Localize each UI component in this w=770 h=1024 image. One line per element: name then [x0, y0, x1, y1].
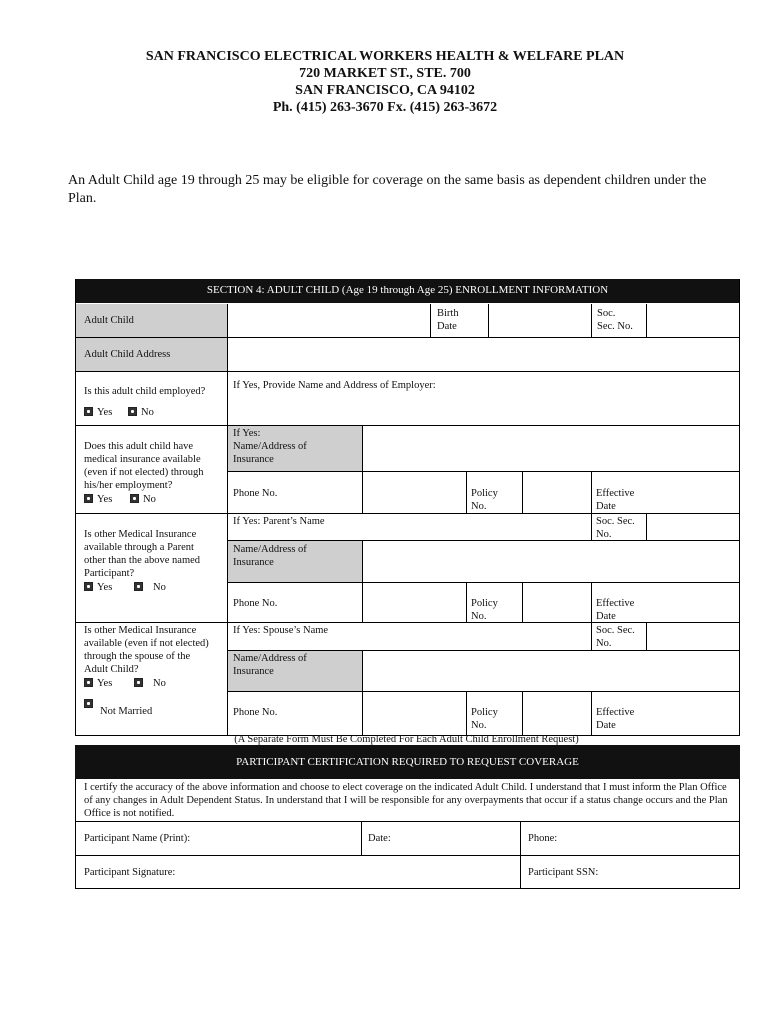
no-label: No [153, 582, 166, 593]
parent-yes-option[interactable] [84, 581, 112, 594]
plan-street: 720 MARKET ST., STE. 700 [299, 66, 471, 81]
border-left [75, 779, 76, 889]
participant-ssn-label: Participant SSN: [528, 867, 599, 878]
col-line [362, 540, 363, 622]
date-field[interactable] [400, 823, 519, 854]
birth-date-field[interactable] [490, 305, 590, 336]
participant-signature-label: Participant Signature: [84, 867, 176, 878]
yes-label: Yes [97, 582, 113, 593]
spouse-name-label: If Yes: Spouse’s Name [233, 625, 329, 636]
checkbox-icon[interactable] [84, 582, 93, 591]
col-line [466, 691, 467, 735]
row-line [75, 371, 740, 372]
plan-city: SAN FRANCISCO, CA 94102 [295, 83, 475, 98]
col-line [522, 471, 523, 513]
col-line [488, 304, 489, 337]
spouse-policy-label: Policy No. [471, 707, 498, 731]
certification-text: I certify the accuracy of the above information and choose to elect coverage on the indicated Adult Child. I understand that I must inform the Plan Office of any changes in Adult Dependent Status. In understand that I will be responsible for any overpayments that occur if a status change occurs and the Plan Office is not notified. [84, 782, 728, 819]
insurance-policy-label: Policy No. [471, 488, 498, 512]
col-line [520, 821, 521, 888]
col-line [646, 513, 647, 540]
parent-name-label: If Yes: Parent’s Name [233, 516, 325, 527]
participant-ssn-field[interactable] [610, 857, 738, 887]
no-label: No [153, 678, 166, 689]
border-right [739, 279, 740, 736]
checkbox-icon[interactable] [134, 678, 143, 687]
row-line [228, 471, 740, 472]
spouse-yes-option[interactable] [84, 677, 112, 690]
spouse-name-address-label: Name/Address of Insurance [233, 653, 307, 677]
parent-phone-label: Phone No. [233, 598, 278, 609]
row-line [75, 425, 740, 426]
parent-insurance-question: Is other Medical Insurance available through a Parent other than the above named Participant? [84, 529, 201, 579]
insurance-phone-field[interactable] [364, 473, 465, 512]
not-married-option[interactable] [84, 698, 97, 711]
employer-field[interactable] [229, 395, 738, 424]
participant-name-field[interactable] [200, 823, 360, 854]
date-label: Date: [368, 833, 391, 844]
col-line [591, 691, 592, 735]
intro-text: An Adult Child age 19 through 25 may be eligible for coverage on the same basis as dependent children under the Plan. [68, 173, 707, 206]
phone-field[interactable] [565, 823, 738, 854]
participant-signature-field[interactable] [185, 857, 519, 887]
col-line [466, 582, 467, 622]
separate-form-note: (A Separate Form Must Be Completed For Each Adult Child Enrollment Request) [234, 734, 579, 745]
soc-sec-label: Soc. Sec. No. [597, 308, 633, 332]
insurance-name-address-label: If Yes: Name/Address of Insurance [233, 428, 307, 465]
row-line [75, 622, 740, 623]
border-bottom [75, 888, 740, 889]
insurance-effective-date-label: Effective Date [596, 488, 635, 512]
no-label: No [141, 407, 154, 418]
col-line [227, 304, 228, 736]
section4-title: SECTION 4: ADULT CHILD (Age 19 through Age 25) ENROLLMENT INFORMATION [206, 284, 609, 296]
insurance-no-option[interactable] [130, 493, 156, 506]
spouse-no-option[interactable] [134, 677, 166, 690]
adult-child-name-field[interactable] [229, 305, 429, 336]
spouse-phone-label: Phone No. [233, 707, 278, 718]
spouse-soc-sec-label: Soc. Sec. No. [596, 625, 635, 649]
plan-name: SAN FRANCISCO ELECTRICAL WORKERS HEALTH & WELFARE PLAN [145, 49, 625, 64]
col-line [362, 650, 363, 735]
employed-no-option[interactable] [128, 406, 154, 419]
col-line [646, 622, 647, 650]
border-left [75, 279, 76, 736]
yes-label: Yes [97, 678, 113, 689]
parent-policy-label: Policy No. [471, 598, 498, 622]
col-line [361, 821, 362, 855]
certification-title: PARTICIPANT CERTIFICATION REQUIRED TO REQUEST COVERAGE [236, 756, 579, 768]
row-line [228, 650, 740, 651]
checkbox-icon[interactable] [130, 494, 139, 503]
insurance-question: Does this adult child have medical insurance available (even if not elected) through his/her employment? [84, 441, 204, 491]
yes-label: Yes [97, 407, 113, 418]
row-line [228, 691, 740, 692]
row-line [75, 513, 740, 514]
parent-name-address-label: Name/Address of Insurance [233, 544, 307, 568]
parent-effective-date-label: Effective Date [596, 598, 635, 622]
col-line [466, 471, 467, 513]
row-line [75, 855, 740, 856]
checkbox-icon[interactable] [84, 678, 93, 687]
insurance-phone-label: Phone No. [233, 488, 278, 499]
row-line [228, 582, 740, 583]
adult-child-label: Adult Child [84, 315, 134, 326]
employed-question: Is this adult child employed? [84, 386, 206, 397]
adult-child-address-label: Adult Child Address [84, 349, 171, 360]
col-line [591, 471, 592, 540]
participant-name-label: Participant Name (Print): [84, 833, 191, 844]
plan-phone-fax: Ph. (415) 263-3670 Fx. (415) 263-3672 [272, 100, 498, 115]
employed-yes-option[interactable] [84, 406, 112, 419]
col-line [591, 304, 592, 337]
adult-child-address-field[interactable] [229, 339, 738, 370]
col-line [362, 425, 363, 513]
parent-soc-sec-label: Soc. Sec. No. [596, 516, 635, 540]
row-line [75, 821, 740, 822]
row-line [228, 540, 740, 541]
not-married-label: Not Married [100, 706, 153, 717]
checkbox-icon[interactable] [128, 407, 137, 416]
phone-label: Phone: [528, 833, 558, 844]
col-line [430, 304, 431, 337]
col-line [522, 582, 523, 622]
checkbox-icon[interactable] [134, 582, 143, 591]
checkbox-icon[interactable] [84, 494, 93, 503]
checkbox-icon[interactable] [84, 407, 93, 416]
certification-title-bar [75, 745, 740, 779]
employer-prompt: If Yes, Provide Name and Address of Employer: [233, 380, 436, 391]
checkbox-icon[interactable] [84, 699, 93, 708]
birth-date-label: Birth Date [437, 308, 459, 332]
insurance-address-field[interactable] [364, 427, 738, 470]
col-line [591, 582, 592, 650]
col-line [522, 691, 523, 735]
border-right [739, 779, 740, 889]
insurance-effective-date-field[interactable] [648, 473, 738, 512]
insurance-yes-option[interactable] [84, 493, 112, 506]
yes-label: Yes [97, 494, 113, 505]
insurance-policy-field[interactable] [524, 473, 590, 512]
row-line [75, 337, 740, 338]
section4-title-bar [75, 279, 740, 303]
no-label: No [143, 494, 156, 505]
spouse-insurance-question: Is other Medical Insurance available (even if not elected) through the spouse of the Adult Child? [84, 625, 209, 675]
col-line [646, 304, 647, 337]
adult-child-ssn-field[interactable] [648, 305, 738, 336]
parent-no-option[interactable] [134, 581, 166, 594]
spouse-effective-date-label: Effective Date [596, 707, 635, 731]
